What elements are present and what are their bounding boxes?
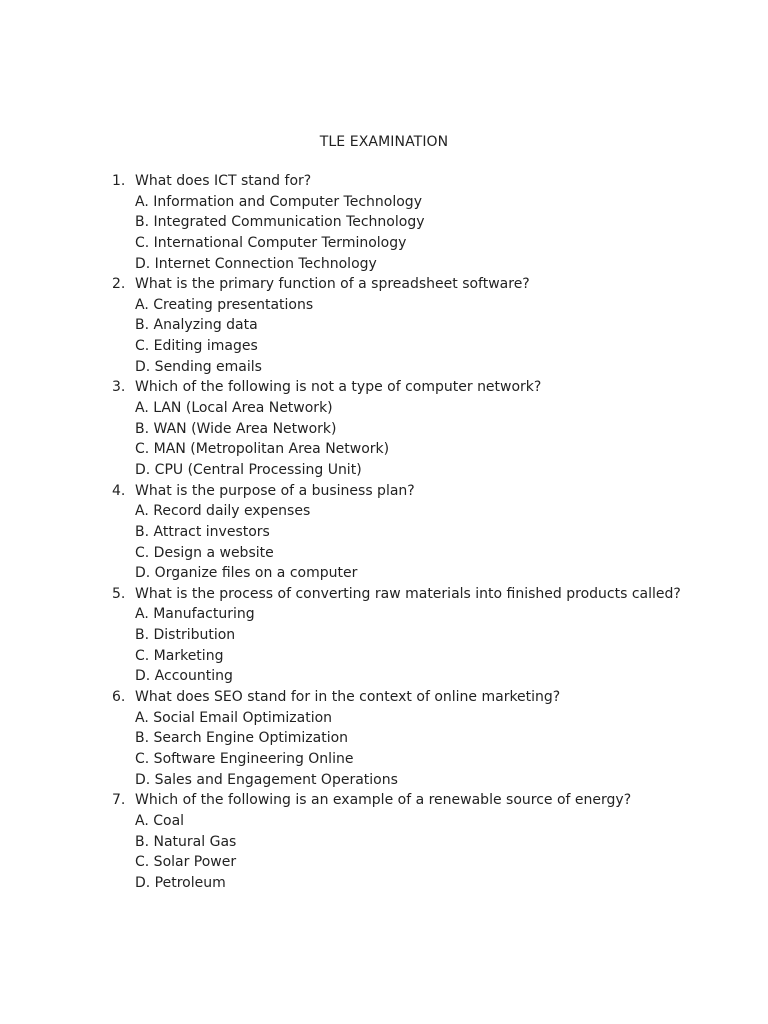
answer-option-text: C. Design a website [135, 544, 274, 561]
document-title: TLE EXAMINATION [319, 134, 449, 150]
answer-option-text: D. Internet Connection Technology [135, 255, 377, 272]
answer-option [108, 460, 748, 481]
question-item [108, 377, 748, 398]
answer-option-text: A. LAN (Local Area Network) [135, 400, 333, 417]
question-text: What is the purpose of a business plan? [135, 482, 415, 499]
answer-option [108, 501, 748, 522]
answer-option-text: B. Search Engine Optimization [135, 730, 349, 747]
answer-option-text: D. Petroleum [135, 874, 226, 891]
question-text: What is the primary function of a spreadsheet software? [135, 276, 530, 293]
answer-option [108, 770, 748, 791]
question-item [108, 274, 748, 295]
answer-option-text: B. Distribution [135, 627, 236, 644]
question-number: 2. [112, 276, 126, 293]
answer-option-text: A. Information and Computer Technology [135, 193, 422, 210]
answer-option [108, 749, 748, 770]
answer-option [108, 295, 748, 316]
answer-option-text: C. MAN (Metropolitan Area Network) [135, 441, 390, 458]
answer-option [108, 708, 748, 729]
question-number: 1. [112, 173, 126, 189]
answer-option [108, 873, 748, 894]
question-item [108, 584, 748, 605]
answer-option-text: B. Analyzing data [135, 317, 258, 334]
question-text: Which of the following is not a type of computer network? [135, 379, 542, 396]
answer-option-text: D. Sending emails [135, 358, 262, 375]
answer-option [108, 254, 748, 275]
answer-option-text: A. Creating presentations [135, 296, 314, 313]
answer-option-text: C. International Computer Terminology [135, 234, 407, 251]
answer-option [108, 522, 748, 543]
answer-option [108, 852, 748, 873]
answer-option-text: B. Natural Gas [135, 833, 237, 850]
question-item [108, 790, 748, 811]
answer-option [108, 192, 748, 213]
question-item [108, 481, 748, 502]
question-number: 6. [112, 689, 126, 706]
answer-option [108, 563, 748, 584]
answer-option [108, 604, 748, 625]
answer-option [108, 666, 748, 687]
answer-option-text: D. CPU (Central Processing Unit) [135, 461, 362, 478]
answer-option-text: A. Coal [135, 812, 185, 829]
answer-option-text: B. WAN (Wide Area Network) [135, 420, 337, 437]
answer-option [108, 625, 748, 646]
answer-option [108, 832, 748, 853]
question-number: 4. [112, 482, 126, 499]
answer-option [108, 439, 748, 460]
answer-option [108, 728, 748, 749]
answer-option [108, 543, 748, 564]
answer-option-text: A. Manufacturing [135, 606, 255, 623]
question-number: 5. [112, 585, 126, 602]
question-text: What does SEO stand for in the context of online marketing? [135, 689, 561, 706]
question-text: What is the process of converting raw materials into finished products called? [135, 585, 681, 602]
answer-option [108, 646, 748, 667]
answer-option-text: C. Marketing [135, 647, 224, 664]
answer-option [108, 315, 748, 336]
answer-option-text: A. Social Email Optimization [135, 709, 333, 726]
answer-option [108, 357, 748, 378]
question-item [108, 171, 748, 192]
question-text: What does ICT stand for? [135, 173, 312, 189]
answer-option [108, 212, 748, 233]
question-list [108, 171, 748, 893]
answer-option-text: C. Editing images [135, 338, 258, 355]
answer-option [108, 811, 748, 832]
question-number: 3. [112, 379, 126, 396]
answer-option [108, 398, 748, 419]
question-text: Which of the following is an example of a renewable source of energy? [135, 792, 632, 809]
answer-option-text: A. Record daily expenses [135, 503, 311, 520]
answer-option-text: B. Attract investors [135, 523, 270, 540]
answer-option-text: B. Integrated Communication Technology [135, 214, 425, 231]
answer-option [108, 419, 748, 440]
answer-option-text: D. Sales and Engagement Operations [135, 771, 398, 788]
answer-option-text: D. Accounting [135, 668, 233, 685]
answer-option [108, 336, 748, 357]
answer-option-text: D. Organize files on a computer [135, 565, 358, 582]
answer-option-text: C. Software Engineering Online [135, 750, 354, 767]
question-number: 7. [112, 792, 126, 809]
answer-option [108, 233, 748, 254]
question-item [108, 687, 748, 708]
answer-option-text: C. Solar Power [135, 854, 237, 871]
